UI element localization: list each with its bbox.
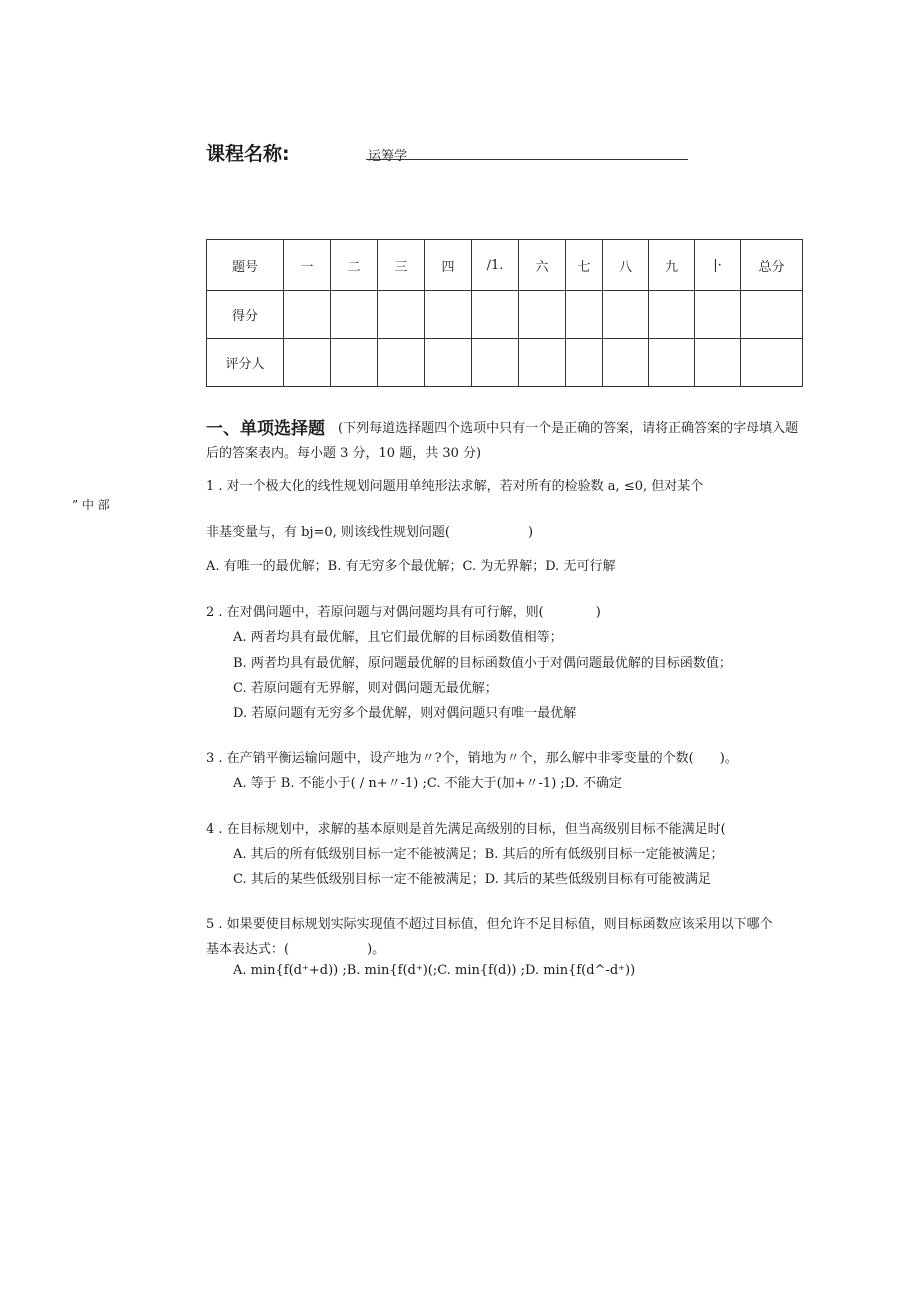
question-4-options-line-2: C. 其后的某些低级别目标一定不能被满足；D. 其后的某些低级别目标有可能被满足 [233,872,711,887]
score-cell[interactable] [284,291,331,339]
question-3-options: A. 等于 B. 不能小于( / n+〃-1) ;C. 不能大于(加+〃-1) ;D. 不确定 [233,776,623,791]
grader-cell[interactable] [695,339,741,387]
question-1-stem-line-1: 1 . 对一个极大化的线性规划问题用单纯形法求解，若对所有的检验数 a, ≤0, 但对某个 [206,479,704,494]
header-cell-2: 二 [331,240,378,291]
grader-cell[interactable] [378,339,425,387]
question-5-options: A. min{f(d⁺+d)) ;B. min{f(d⁺)(;C. min{f(d)) ;D. min{f(d^-d⁺)) [233,963,636,978]
section-instructions-line-2: 后的答案表内。每小题 3 分，10 题，共 30 分) [206,446,482,461]
grader-cell[interactable] [649,339,695,387]
score-table-header-row [207,240,803,291]
score-cell[interactable] [566,291,603,339]
score-cell[interactable] [472,291,519,339]
course-name-underline [366,159,688,160]
question-2-option-b: B. 两者均具有最优解，原问题最优解的目标函数值小于对偶问题最优解的目标函数值； [233,656,732,671]
question-2-stem: 2 . 在对偶问题中，若原问题与对偶问题均具有可行解，则( ) [206,605,601,620]
section-title: 一、单项选择题 [206,419,325,439]
grader-cell[interactable] [519,339,566,387]
grader-row [207,339,803,387]
grader-cell[interactable] [566,339,603,387]
header-cell-1: 一 [284,240,331,291]
question-5-stem-line-1: 5 . 如果要使目标规划实际实现值不超过目标值，但允许不足目标值，则目标函数应该采用以下哪个 [206,917,773,932]
section-instructions-line-1: (下列每道选择题四个选项中只有一个是正确的答案，请将正确答案的字母填入题 [338,421,799,436]
grader-cell[interactable] [331,339,378,387]
question-4-stem: 4 . 在目标规划中，求解的基本原则是首先满足高级别的目标，但当高级别目标不能满足时( [206,822,726,837]
header-cell-10: |· [695,240,741,291]
grader-row-label: 评分人 [207,339,284,387]
header-cell-question-number: 题号 [207,240,284,291]
grader-cell[interactable] [425,339,472,387]
header-cell-total: 总分 [741,240,803,291]
grader-cell[interactable] [284,339,331,387]
grader-cell[interactable] [603,339,649,387]
header-cell-7: 七 [566,240,603,291]
score-cell[interactable] [603,291,649,339]
grader-cell[interactable] [741,339,803,387]
grader-cell[interactable] [472,339,519,387]
score-cell[interactable] [378,291,425,339]
score-cell[interactable] [425,291,472,339]
score-cell[interactable] [331,291,378,339]
header-cell-9: 九 [649,240,695,291]
question-2-option-c: C. 若原问题有无界解，则对偶问题无最优解； [233,681,498,696]
score-table [206,239,803,387]
header-cell-5: /1. [472,240,519,291]
course-name-label: 课程名称: [206,143,290,165]
score-cell[interactable] [695,291,741,339]
header-cell-4: 四 [425,240,472,291]
score-row [207,291,803,339]
question-2-option-a: A. 两者均具有最优解，且它们最优解的目标函数值相等； [233,630,563,645]
question-1-options: A. 有唯一的最优解；B. 有无穷多个最优解；C. 为无界解；D. 无可行解 [206,559,616,574]
question-1-stem-line-2: 非基变量与，有 bj=0, 则该线性规划问题( ) [206,525,534,540]
header-cell-6: 六 [519,240,566,291]
header-cell-3: 三 [378,240,425,291]
course-name-value: 运筹学 [368,149,408,164]
header-cell-8: 八 [603,240,649,291]
question-3-stem: 3 . 在产销平衡运输问题中，设产地为〃?个，销地为〃个，那么解中非零变量的个数( )。 [206,751,738,766]
score-cell[interactable] [741,291,803,339]
margin-mark: ” 中 部 [72,498,110,512]
score-cell[interactable] [649,291,695,339]
score-cell[interactable] [519,291,566,339]
question-2-option-d: D. 若原问题有无穷多个最优解，则对偶问题只有唯一最优解 [233,706,577,721]
question-5-stem-line-2: 基本表达式：( )。 [206,942,386,957]
question-4-options-line-1: A. 其后的所有低级别目标一定不能被满足；B. 其后的所有低级别目标一定能被满足； [233,847,724,862]
score-row-label: 得分 [207,291,284,339]
